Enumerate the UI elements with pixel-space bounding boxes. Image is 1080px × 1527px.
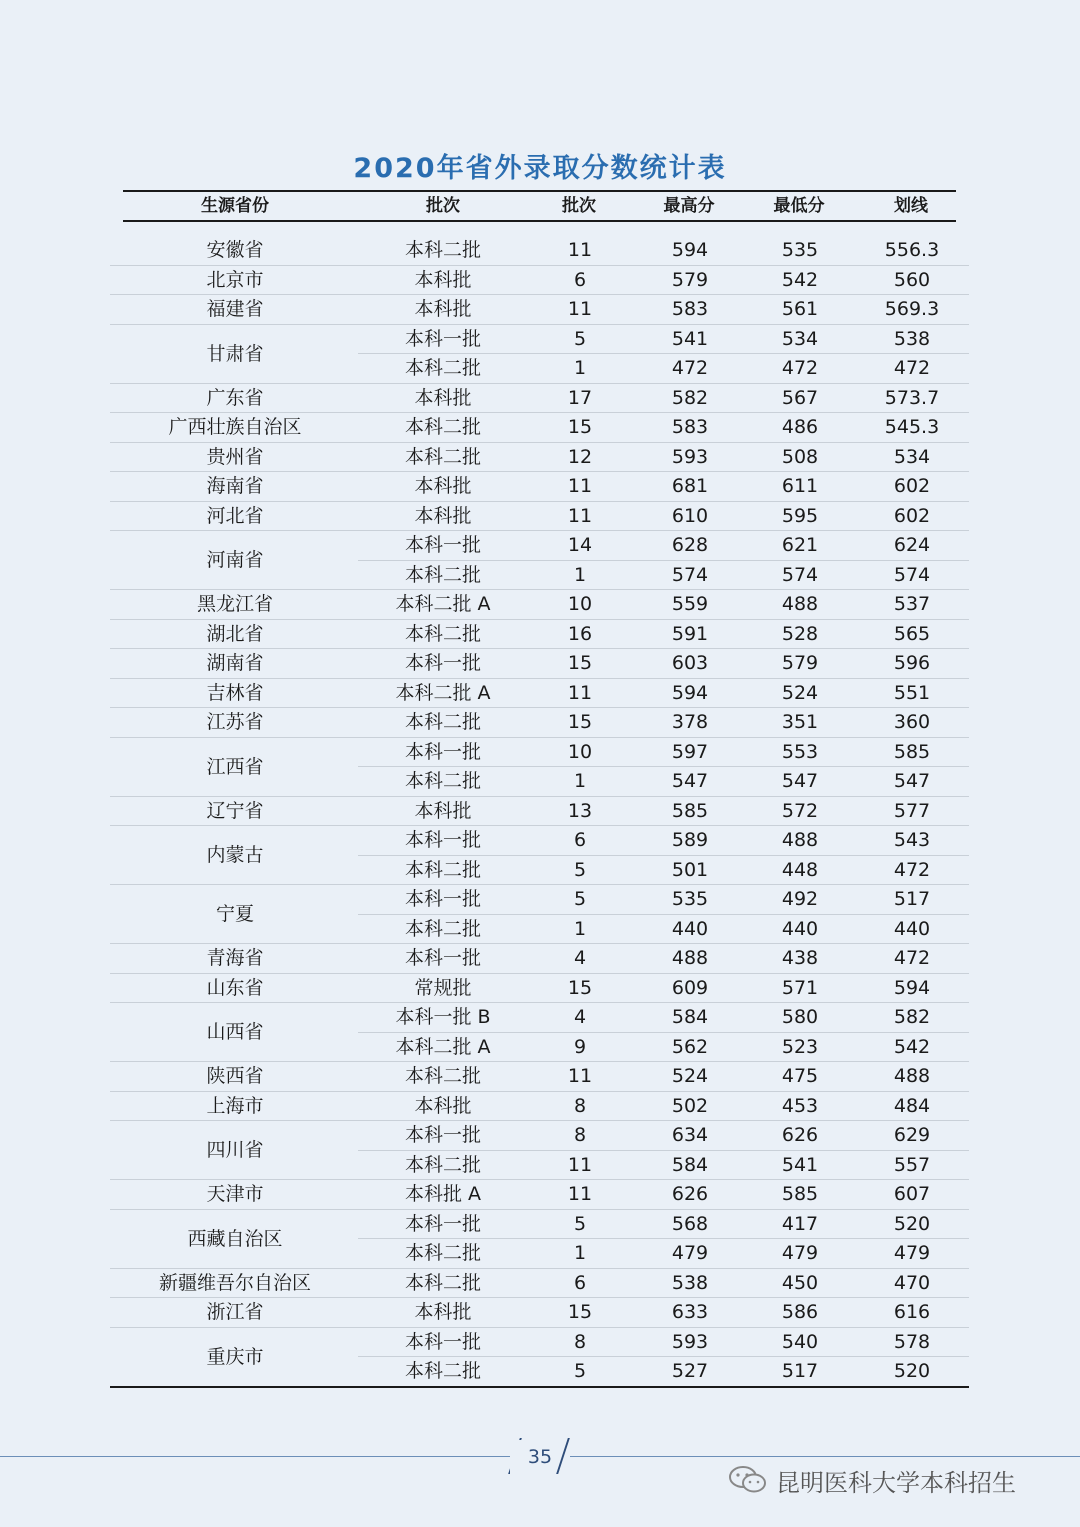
count-cell: 11	[567, 239, 593, 261]
count-cell: 5	[573, 858, 587, 881]
line-cell: 542	[893, 1035, 931, 1058]
line-cell: 624	[893, 534, 931, 556]
line-cell: 488	[893, 1065, 931, 1087]
page-title: 2020年省外录取分数统计表	[353, 153, 727, 184]
min-cell: 541	[781, 1153, 819, 1176]
max-cell: 579	[671, 268, 709, 291]
line-cell: 484	[893, 1094, 931, 1117]
min-cell: 417	[781, 1212, 819, 1235]
province-cell: 山西省	[206, 1021, 264, 1043]
max-cell: 535	[671, 888, 709, 910]
province-cell: 湖北省	[206, 622, 264, 645]
table-row	[110, 1092, 969, 1122]
min-cell: 626	[781, 1124, 819, 1146]
max-cell: 589	[671, 829, 709, 851]
line-cell: 585	[893, 740, 931, 763]
max-cell: 562	[671, 1035, 709, 1058]
batch-cell: 本科二批	[404, 770, 481, 792]
province-cell: 黑龙江省	[196, 593, 273, 615]
count-cell: 15	[567, 416, 593, 438]
min-cell: 450	[781, 1271, 819, 1294]
line-cell: 594	[893, 976, 931, 999]
province-cell: 山东省	[206, 976, 264, 999]
max-cell: 626	[671, 1183, 709, 1205]
table-row	[110, 767, 969, 797]
table-row	[110, 944, 969, 974]
min-cell: 542	[781, 268, 819, 291]
table-row	[110, 443, 969, 473]
table-row	[110, 1121, 969, 1151]
count-cell: 4	[573, 1006, 587, 1028]
min-cell: 472	[781, 357, 819, 379]
table-row	[110, 738, 969, 768]
line-cell: 479	[893, 1242, 931, 1264]
province-cell: 河南省	[206, 549, 264, 571]
table-row	[110, 236, 969, 266]
min-cell: 351	[781, 711, 819, 733]
batch-cell: 本科批	[414, 799, 472, 822]
table-row	[110, 797, 969, 827]
min-cell: 488	[781, 829, 819, 851]
batch-cell: 本科批	[414, 386, 472, 409]
min-cell: 553	[781, 740, 819, 763]
table-row	[110, 1239, 969, 1269]
count-cell: 6	[573, 829, 587, 851]
table-row	[110, 708, 969, 738]
batch-cell: 本科一批	[404, 888, 481, 910]
province-cell: 吉林省	[206, 681, 264, 704]
max-cell: 527	[671, 1360, 709, 1382]
batch-cell: 本科二批	[404, 1065, 481, 1087]
min-cell: 561	[781, 298, 819, 320]
min-cell: 440	[781, 917, 819, 940]
header-max: 最高分	[663, 196, 715, 216]
batch-cell: 本科二批	[404, 1360, 481, 1382]
count-cell: 1	[573, 563, 587, 586]
line-cell: 472	[893, 357, 931, 379]
max-cell: 584	[671, 1006, 709, 1028]
line-cell: 602	[893, 504, 931, 527]
count-cell: 1	[573, 357, 587, 379]
max-cell: 593	[671, 1330, 709, 1353]
line-cell: 472	[893, 947, 931, 969]
max-cell: 681	[671, 475, 709, 497]
batch-cell: 本科一批	[404, 327, 481, 350]
batch-cell: 本科二批	[404, 1242, 481, 1264]
batch-cell: 本科批	[414, 298, 472, 320]
min-cell: 595	[781, 504, 819, 527]
table-row	[110, 1269, 969, 1299]
table-row	[110, 649, 969, 679]
province-cell: 江苏省	[206, 711, 264, 733]
min-cell: 580	[781, 1006, 819, 1028]
count-cell: 8	[573, 1094, 587, 1117]
count-cell: 8	[573, 1330, 587, 1353]
province-cell: 天津市	[206, 1183, 264, 1205]
batch-cell: 本科一批	[404, 829, 481, 851]
line-cell: 574	[893, 563, 931, 586]
table-row	[110, 384, 969, 414]
batch-cell: 常规批	[414, 976, 472, 999]
count-cell: 11	[567, 1183, 593, 1205]
count-cell: 17	[567, 386, 593, 409]
table-row	[110, 974, 969, 1004]
line-cell: 360	[893, 711, 931, 733]
min-cell: 586	[781, 1301, 819, 1323]
table-row	[110, 1328, 969, 1358]
max-cell: 502	[671, 1094, 709, 1117]
batch-cell: 本科一批	[404, 534, 481, 556]
table-row	[110, 1357, 969, 1387]
max-cell: 547	[671, 770, 709, 792]
max-cell: 440	[671, 917, 709, 940]
province-cell: 辽宁省	[206, 799, 264, 822]
table-row	[110, 354, 969, 384]
count-cell: 5	[573, 327, 587, 350]
batch-cell: 本科二批	[404, 239, 481, 261]
table-row	[110, 620, 969, 650]
max-cell: 633	[671, 1301, 709, 1323]
min-cell: 479	[781, 1242, 819, 1264]
batch-cell: 本科二批	[404, 563, 481, 586]
count-cell: 1	[573, 1242, 587, 1264]
province-cell: 浙江省	[206, 1301, 264, 1323]
count-cell: 10	[567, 593, 593, 615]
min-cell: 438	[781, 947, 819, 969]
table-row	[110, 679, 969, 709]
count-cell: 11	[567, 1065, 593, 1087]
table-row	[110, 266, 969, 296]
count-cell: 11	[567, 1153, 593, 1176]
province-cell: 重庆市	[206, 1345, 264, 1368]
min-cell: 524	[781, 681, 819, 704]
table-row	[110, 1210, 969, 1240]
table-row	[110, 531, 969, 561]
province-cell: 江西省	[206, 755, 264, 778]
batch-cell: 本科批	[414, 268, 472, 291]
count-cell: 15	[567, 976, 593, 999]
min-cell: 611	[781, 475, 819, 497]
batch-cell: 本科二批	[404, 711, 481, 733]
province-cell: 河北省	[206, 504, 264, 527]
batch-cell: 本科二批 A	[395, 1035, 491, 1058]
page-number: 35	[510, 1440, 570, 1474]
header-min: 最低分	[773, 196, 825, 216]
province-cell: 甘肃省	[206, 342, 264, 365]
batch-cell: 本科二批 A	[395, 681, 491, 704]
province-cell: 广西壮族自治区	[168, 416, 302, 438]
count-cell: 5	[573, 1212, 587, 1235]
province-cell: 青海省	[206, 947, 264, 969]
batch-cell: 本科一批	[404, 947, 481, 969]
table-row	[110, 1062, 969, 1092]
province-cell: 宁夏	[215, 903, 254, 925]
province-cell: 上海市	[206, 1094, 264, 1117]
line-cell: 578	[893, 1330, 931, 1353]
count-cell: 11	[567, 298, 593, 320]
count-cell: 12	[567, 445, 593, 468]
line-cell: 537	[893, 593, 931, 615]
province-cell: 广东省	[206, 386, 264, 409]
province-cell: 陕西省	[206, 1065, 264, 1087]
header-count: 批次	[562, 196, 596, 216]
max-cell: 597	[671, 740, 709, 763]
max-cell: 585	[671, 799, 709, 822]
batch-cell: 本科二批	[404, 1153, 481, 1176]
line-cell: 538	[893, 327, 931, 350]
max-cell: 378	[671, 711, 709, 733]
max-cell: 479	[671, 1242, 709, 1264]
count-cell: 8	[573, 1124, 587, 1146]
min-cell: 488	[781, 593, 819, 615]
table-row	[110, 1151, 969, 1181]
count-cell: 11	[567, 681, 593, 704]
min-cell: 535	[781, 239, 819, 261]
province-cell: 内蒙古	[206, 844, 264, 866]
min-cell: 585	[781, 1183, 819, 1205]
table-row	[110, 561, 969, 591]
min-cell: 453	[781, 1094, 819, 1117]
min-cell: 621	[781, 534, 819, 556]
table-row	[110, 472, 969, 502]
max-cell: 568	[671, 1212, 709, 1235]
province-cell: 西藏自治区	[187, 1227, 283, 1250]
count-cell: 10	[567, 740, 593, 763]
batch-cell: 本科二批	[404, 917, 481, 940]
line-cell: 569.3	[884, 298, 940, 320]
line-cell: 547	[893, 770, 931, 792]
count-cell: 15	[567, 652, 593, 674]
min-cell: 547	[781, 770, 819, 792]
min-cell: 517	[781, 1360, 819, 1382]
max-cell: 593	[671, 445, 709, 468]
min-cell: 574	[781, 563, 819, 586]
batch-cell: 本科二批	[404, 416, 481, 438]
table-row	[110, 856, 969, 886]
table-row	[110, 325, 969, 355]
batch-cell: 本科批	[414, 1301, 472, 1323]
max-cell: 538	[671, 1271, 709, 1294]
line-cell: 520	[893, 1212, 931, 1235]
table-row	[110, 915, 969, 945]
max-cell: 634	[671, 1124, 709, 1146]
batch-cell: 本科一批	[404, 1124, 481, 1146]
province-cell: 四川省	[206, 1139, 264, 1161]
line-cell: 545.3	[884, 416, 940, 438]
batch-cell: 本科二批	[404, 357, 481, 379]
line-cell: 577	[893, 799, 931, 822]
max-cell: 541	[671, 327, 709, 350]
min-cell: 534	[781, 327, 819, 350]
line-cell: 534	[893, 445, 931, 468]
province-cell: 北京市	[206, 268, 264, 291]
line-cell: 517	[893, 888, 931, 910]
min-cell: 528	[781, 622, 819, 645]
header-line: 划线	[894, 196, 928, 216]
header-batch: 批次	[426, 196, 460, 216]
max-cell: 501	[671, 858, 709, 881]
min-cell: 567	[781, 386, 819, 409]
province-cell: 新疆维吾尔自治区	[158, 1271, 311, 1294]
province-cell: 福建省	[206, 298, 264, 320]
line-cell: 556.3	[884, 239, 940, 261]
batch-cell: 本科批	[414, 475, 472, 497]
count-cell: 11	[567, 475, 593, 497]
min-cell: 572	[781, 799, 819, 822]
max-cell: 472	[671, 357, 709, 379]
max-cell: 603	[671, 652, 709, 674]
province-cell: 海南省	[206, 475, 264, 497]
max-cell: 582	[671, 386, 709, 409]
brand-name: 昆明医科大学本科招生	[776, 1468, 1016, 1497]
min-cell: 571	[781, 976, 819, 999]
min-cell: 448	[781, 858, 819, 881]
batch-cell: 本科一批	[404, 1330, 481, 1353]
line-cell: 616	[893, 1301, 931, 1323]
batch-cell: 本科二批	[404, 445, 481, 468]
count-cell: 6	[573, 268, 587, 291]
batch-cell: 本科一批	[404, 652, 481, 674]
min-cell: 523	[781, 1035, 819, 1058]
line-cell: 520	[893, 1360, 931, 1382]
line-cell: 557	[893, 1153, 931, 1176]
min-cell: 508	[781, 445, 819, 468]
wechat-icon	[728, 1464, 768, 1496]
line-cell: 602	[893, 475, 931, 497]
batch-cell: 本科一批	[404, 1212, 481, 1235]
score-table	[110, 236, 969, 1388]
table-header	[123, 190, 956, 222]
max-cell: 488	[671, 947, 709, 969]
batch-cell: 本科二批	[404, 1271, 481, 1294]
header-province: 生源省份	[201, 196, 269, 216]
max-cell: 591	[671, 622, 709, 645]
line-cell: 543	[893, 829, 931, 851]
table-row	[110, 885, 969, 915]
table-row	[110, 1033, 969, 1063]
line-cell: 582	[893, 1006, 931, 1028]
table-row	[110, 1298, 969, 1328]
count-cell: 14	[567, 534, 593, 556]
table-row	[110, 590, 969, 620]
min-cell: 540	[781, 1330, 819, 1353]
count-cell: 16	[567, 622, 593, 645]
max-cell: 524	[671, 1065, 709, 1087]
max-cell: 594	[671, 239, 709, 261]
batch-cell: 本科批	[414, 504, 472, 527]
max-cell: 584	[671, 1153, 709, 1176]
max-cell: 583	[671, 298, 709, 320]
line-cell: 472	[893, 858, 931, 881]
min-cell: 475	[781, 1065, 819, 1087]
count-cell: 15	[567, 1301, 593, 1323]
max-cell: 628	[671, 534, 709, 556]
max-cell: 610	[671, 504, 709, 527]
line-cell: 596	[893, 652, 931, 674]
count-cell: 1	[573, 770, 587, 792]
line-cell: 629	[893, 1124, 931, 1146]
province-cell: 安徽省	[206, 239, 264, 261]
min-cell: 486	[781, 416, 819, 438]
max-cell: 594	[671, 681, 709, 704]
table-row	[110, 295, 969, 325]
count-cell: 4	[573, 947, 587, 969]
max-cell: 583	[671, 416, 709, 438]
batch-cell: 本科批 A	[404, 1183, 482, 1205]
line-cell: 565	[893, 622, 931, 645]
line-cell: 573.7	[884, 386, 940, 409]
province-cell: 湖南省	[206, 652, 264, 674]
count-cell: 1	[573, 917, 587, 940]
province-cell: 贵州省	[206, 445, 264, 468]
batch-cell: 本科二批	[404, 858, 481, 881]
batch-cell: 本科二批	[404, 622, 481, 645]
count-cell: 11	[567, 504, 593, 527]
count-cell: 15	[567, 711, 593, 733]
count-cell: 6	[573, 1271, 587, 1294]
line-cell: 470	[893, 1271, 931, 1294]
line-cell: 551	[893, 681, 931, 704]
max-cell: 559	[671, 593, 709, 615]
line-cell: 607	[893, 1183, 931, 1205]
line-cell: 560	[893, 268, 931, 291]
min-cell: 579	[781, 652, 819, 674]
count-cell: 5	[573, 888, 587, 910]
brand-footer	[728, 1460, 1016, 1500]
max-cell: 574	[671, 563, 709, 586]
count-cell: 13	[567, 799, 593, 822]
table-row	[110, 1003, 969, 1033]
batch-cell: 本科批	[414, 1094, 472, 1117]
table-row	[110, 413, 969, 443]
count-cell: 9	[573, 1035, 587, 1058]
max-cell: 609	[671, 976, 709, 999]
line-cell: 440	[893, 917, 931, 940]
table-row	[110, 502, 969, 532]
batch-cell: 本科二批 A	[395, 593, 491, 615]
table-row	[110, 1180, 969, 1210]
table-row	[110, 826, 969, 856]
count-cell: 5	[573, 1360, 587, 1382]
batch-cell: 本科一批 B	[395, 1006, 491, 1028]
min-cell: 492	[781, 888, 819, 910]
batch-cell: 本科一批	[404, 740, 481, 763]
